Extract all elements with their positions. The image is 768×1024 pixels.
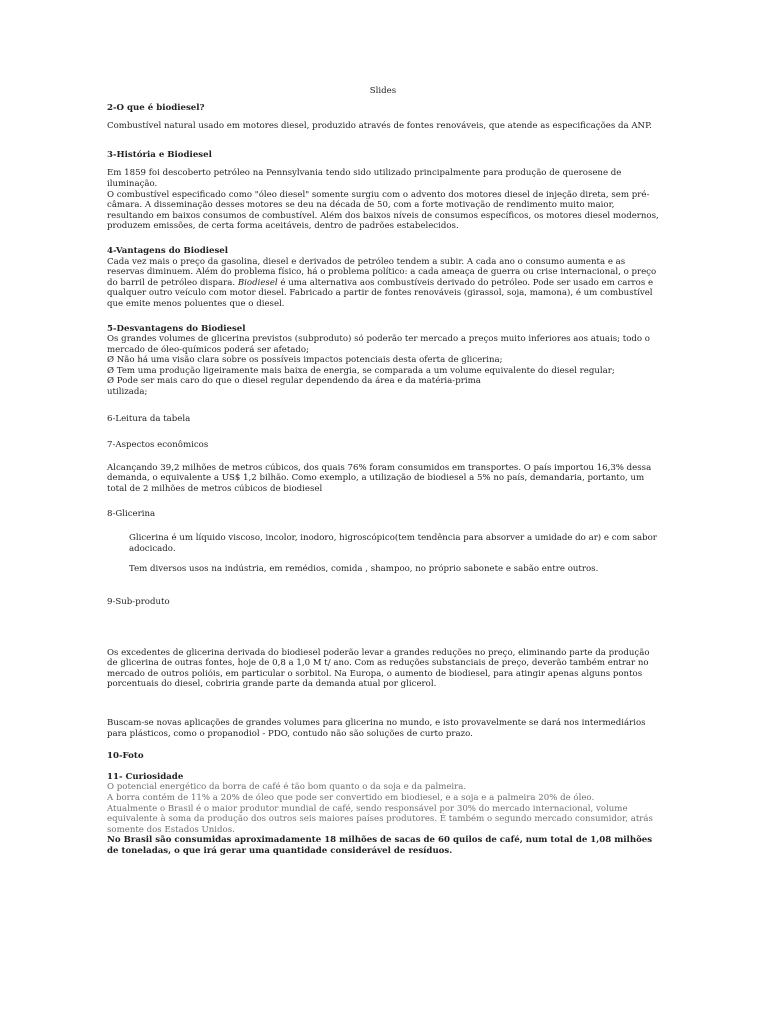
- heading-3: 3-História e Biodiesel: [107, 149, 212, 160]
- paragraph-9-2: Buscam-se novas aplicações de grandes volumes para glicerina no mundo, e isto provavelmente se dará nos intermediários para plásticos, como o propanodiol - PDO, contudo não são soluções de curto prazo.: [107, 717, 646, 739]
- paragraph-3-line2: O combustível especificado como "óleo diesel" somente surgiu com o advento dos motores diesel de injeção direta, sem pré-câmara. A disseminação desses motores se deu na década de 50, com a forte motivação de rendimento muito maior, resultando em baixos consumos de combustível. Além dos baixos níveis de consumos específicos, os motores diesel modernos, produzem emissões, de certa forma aceitáveis, dentro de padrões estabelecidos.: [107, 189, 659, 232]
- paragraph-4-start: Cada vez mais o preço da gasolina, diesel e derivados de petróleo tendem a subir. A cada ano o consumo aumenta e as reservas diminuem. Além do problema físico, há o problema político: a cada ameaça de guerra ou crise internacional, o preço do barril de petróleo dispara.: [107, 256, 657, 288]
- document-title: Slides: [369, 86, 397, 96]
- paragraph-4-emphasis: Biodiesel: [237, 277, 278, 288]
- paragraph-8-1: Glicerina é um líquido viscoso, incolor, inodoro, higroscópico(tem tendência para absorver a umidade do ar) e com sabor adocicado.: [129, 533, 657, 554]
- paragraph-9-1: Os excedentes de glicerina derivada do biodiesel poderão levar a grandes reduções no preço, eliminando parte da produção de glicerina de outras fontes, hoje de 0,8 a 1,0 M t/ ano. Com as reduções substanciais de preço, deverão também entrar no mercado de outros polióis, em particular o sorbitol. Na Europa, o aumento de biodiesel, para atingir apenas alguns pontos porcentuais do diesel, cobriria grande parte da demanda atual por glicerol.: [107, 647, 650, 690]
- curiosity-2: A borra contém de 11% a 20% de óleo que pode ser convertido em biodiesel, e a soja e a palmeira 20% de óleo.: [107, 792, 595, 803]
- curiosity-3: Atualmente o Brasil é o maior produtor mundial de café, sendo responsável por 30% do mercado internacional, volume equivalente à soma da produção dos outros seis maiores países produtores. É também o segundo mercado consumidor, atrás somente dos Estados Unidos.: [107, 803, 653, 835]
- paragraph-2: Combustível natural usado em motores diesel, produzido através de fontes renováveis, que atende as especificações da ANP.: [107, 121, 652, 132]
- drawback-4: Ø Pode ser mais caro do que o diesel regular dependendo da área e da matéria-prima: [107, 376, 481, 387]
- drawback-4-end: utilizada;: [107, 387, 148, 398]
- curiosity-4: No Brasil são consumidas aproximadamente 18 milhões de sacas de 60 quilos de café, num total de 1,08 milhões de toneladas, o que irá gerar uma quantidade considerável de resíduos.: [107, 835, 653, 856]
- heading-7: 7-Aspectos econômicos: [107, 440, 209, 451]
- drawback-1: Os grandes volumes de glicerina previstos (subproduto) só poderão ter mercado a preços muito inferiores aos atuais; todo o mercado de óleo-químicos poderá ser afetado;: [107, 334, 650, 355]
- heading-5: 5-Desvantagens do Biodiesel: [107, 323, 246, 334]
- drawback-2: Ø Não há uma visão clara sobre os possíveis impactos potenciais desta oferta de glicerina;: [107, 355, 503, 366]
- drawback-3: Ø Tem uma produção ligeiramente mais baixa de energia, se comparada a um volume equivalente do diesel regular;: [107, 365, 615, 376]
- paragraph-3-line1: Em 1859 foi descoberto petróleo na Pennsylvania tendo sido utilizado principalmente para produção de querosene de iluminação.: [107, 168, 622, 189]
- heading-2: 2-O que é biodiesel?: [107, 102, 205, 113]
- paragraph-4: [107, 257, 659, 310]
- heading-10: 10-Foto: [107, 751, 144, 762]
- heading-4: 4-Vantagens do Biodiesel: [107, 245, 229, 256]
- paragraph-7: Alcançando 39,2 milhões de metros cúbicos, dos quais 76% foram consumidos em transportes. O país importou 16,3% dessa demanda, o equivalente a US$ 1,2 bilhão. Como exemplo, a utilização de biodiesel a 5% no país, demandaria, portanto, um total de 2 milhões de metros cúbicos de biodiesel: [107, 462, 652, 495]
- paragraph-4-end: é uma alternativa aos combustíveis derivado do petróleo. Pode ser usado em carros e qualquer outro veículo com motor diesel. Fabricado a partir de fontes renováveis (girassol, soja, mamona), é um combustível que emite menos poluentes que o diesel.: [107, 277, 654, 309]
- heading-6: 6-Leitura da tabela: [107, 413, 191, 424]
- heading-11: 11- Curiosidade: [107, 771, 184, 782]
- heading-8: 8-Glicerina: [107, 508, 156, 519]
- paragraph-8-2: Tem diversos usos na indústria, em remédios, comida , shampoo, no próprio sabonete e sabão entre outros.: [129, 564, 599, 575]
- document: [107, 86, 659, 857]
- curiosity-1: O potencial energético da borra de café é tão bom quanto o da soja e da palmeira.: [107, 782, 467, 793]
- heading-9: 9-Sub-produto: [107, 597, 170, 607]
